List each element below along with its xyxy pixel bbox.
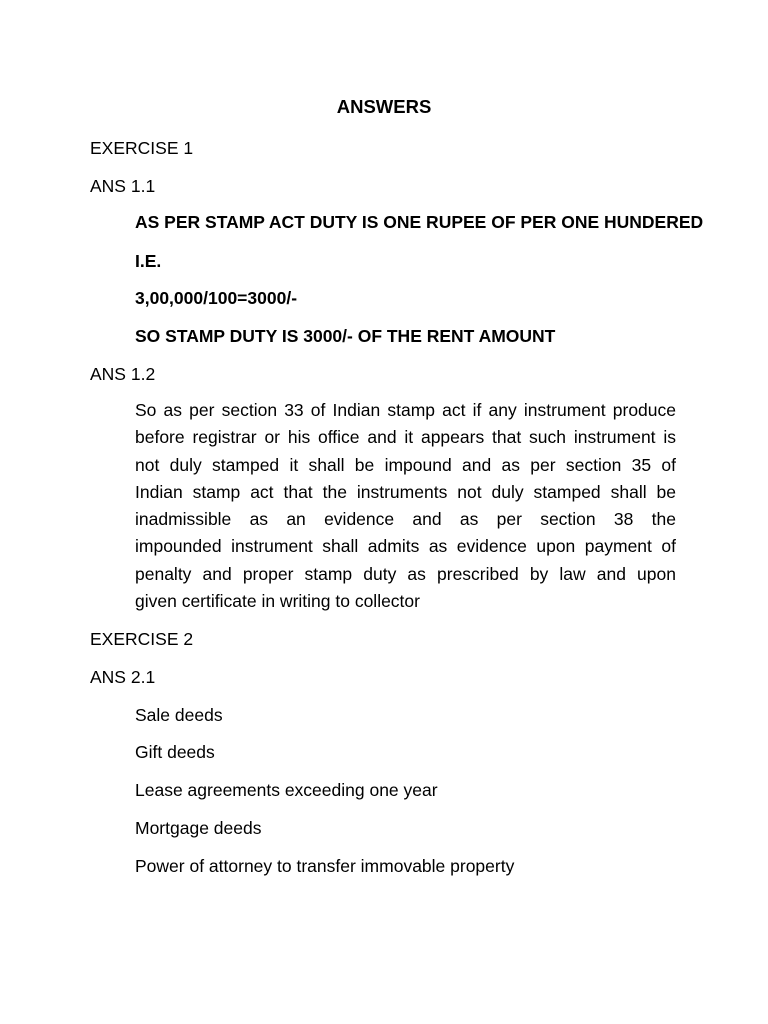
page-title: ANSWERS <box>336 96 432 117</box>
ans-2-1-label: ANS 2.1 <box>90 667 156 687</box>
ans-2-1-item: Mortgage deeds <box>135 818 262 838</box>
ans-2-1-item: Power of attorney to transfer immovable property <box>135 856 515 876</box>
paragraph-line: Indian stamp act that the instruments not duly stamped shall be <box>135 481 676 502</box>
exercise-2-heading: EXERCISE 2 <box>90 629 194 649</box>
paragraph-line: not duly stamped it shall be impound and as per section 35 of <box>135 454 676 475</box>
paragraph-line: inadmissible as an evidence and as per section 38 the <box>135 509 676 530</box>
paragraph-line: penalty and proper stamp duty as prescribed by law and upon <box>135 563 676 584</box>
ans-1-1-line: AS PER STAMP ACT DUTY IS ONE RUPEE OF PER ONE HUNDERED <box>135 212 704 232</box>
ans-2-1-item: Lease agreements exceeding one year <box>135 780 438 800</box>
ans-1-1-line: I.E. <box>135 251 162 271</box>
ans-1-2-paragraph <box>135 397 676 615</box>
paragraph-line: given certificate in writing to collector <box>135 591 420 612</box>
ans-2-1-item: Sale deeds <box>135 705 223 725</box>
paragraph-line: impounded instrument shall admits as evidence upon payment of <box>135 536 676 557</box>
ans-1-1-line: 3,00,000/100=3000/- <box>135 288 298 308</box>
ans-1-1-line: SO STAMP DUTY IS 3000/- OF THE RENT AMOUNT <box>135 326 556 346</box>
ans-1-2-label: ANS 1.2 <box>90 364 156 384</box>
ans-2-1-item: Gift deeds <box>135 742 215 762</box>
exercise-1-heading: EXERCISE 1 <box>90 138 194 158</box>
paragraph-line: So as per section 33 of Indian stamp act if any instrument produce <box>135 400 676 420</box>
paragraph-line: before registrar or his office and it appears that such instrument is <box>135 427 676 448</box>
ans-1-1-label: ANS 1.1 <box>90 176 156 196</box>
